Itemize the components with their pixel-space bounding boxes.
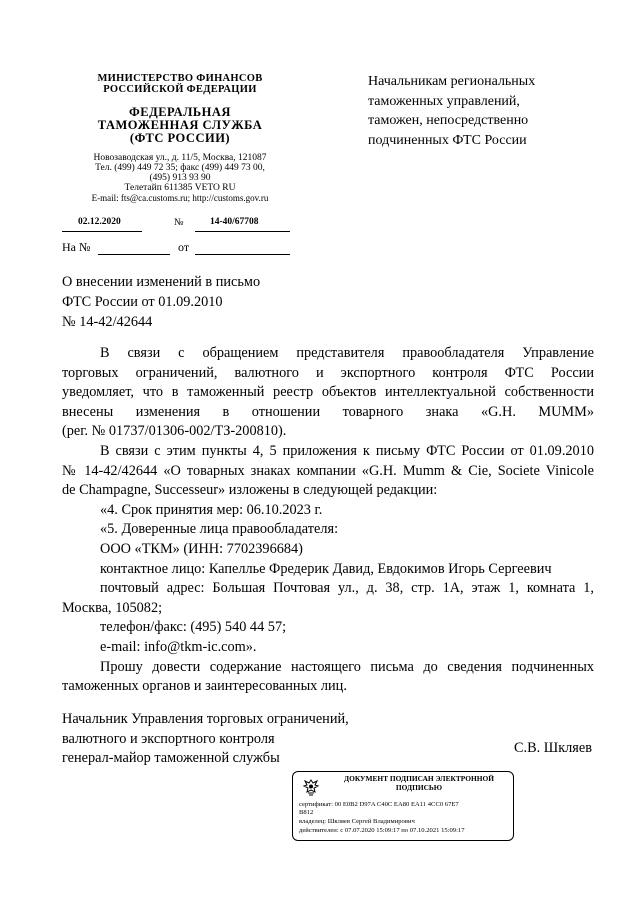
body-line: ООО «ТКМ» (ИНН: 7702396684) — [100, 540, 303, 557]
signatory-line: генерал-майор таможенной службы — [62, 750, 280, 767]
reply-number-label: На № — [62, 240, 91, 254]
ministry-name — [60, 73, 300, 95]
body-line: (рег. № 01737/01306-002/ТЗ-200810). — [62, 423, 287, 440]
signatory-line: валютного и экспортного контроля — [62, 730, 275, 747]
body-line: В связи с этим пункты 4, 5 приложения к письму ФТС России от 01.09.2010 — [100, 442, 594, 459]
stamp-title — [329, 775, 509, 792]
service-line: ФЕДЕРАЛЬНАЯ — [129, 105, 231, 119]
body-line: внесены изменения в отношении товарного знака «G.H. MUMM» — [62, 403, 594, 420]
addressee-line: таможен, непосредственно — [368, 113, 529, 128]
signatory-title — [62, 710, 382, 769]
address-line: Новозаводская ул., д. 11/5, Москва, 121087 — [93, 153, 267, 163]
body-line: № 14-42/42644 «О товарных знаках компании «G.H. Mumm & Cie, Societe Vinicole — [62, 462, 594, 479]
body-line: телефон/факс: (495) 540 44 57; — [100, 619, 287, 636]
reply-number-underline — [98, 254, 170, 255]
ministry-line: РОССИЙСКОЙ ФЕДЕРАЦИИ — [103, 84, 257, 95]
body-line: Прошу довести содержание настоящего письма до сведения подчиненных — [100, 658, 594, 675]
reply-date-label: от — [178, 240, 190, 254]
body-line: de Champagne, Successeur» изложены в следующей редакции: — [62, 482, 438, 499]
address-line: (495) 913 93 90 — [149, 173, 211, 183]
service-name — [60, 106, 300, 145]
body-line: почтовый адрес: Большая Почтовая ул., д. 38, стр. 1А, этаж 1, комната 1, — [100, 580, 594, 597]
address-line: Телетайп 611385 VETO RU — [124, 183, 236, 193]
address-line: E-mail: fts@ca.customs.ru; http://customs.gov.ru — [91, 193, 269, 203]
stamp-certificate: сертификат: 00 E0B2 D97A C40C EA80 EA11 4CC0 67E7 — [299, 801, 459, 808]
stamp-title-line: ПОДПИСЬЮ — [395, 782, 443, 792]
reply-date-underline — [195, 254, 290, 255]
stamp-owner: владелец: Шкляев Сергей Владимирович — [299, 818, 415, 825]
body-line: В связи с обращением представителя правообладателя Управление — [100, 345, 594, 361]
body-line: «5. Доверенные лица правообладателя: — [100, 521, 339, 538]
addressee-block — [368, 72, 588, 150]
body-line: контактное лицо: Капеллье Фредерик Давид, Евдокимов Игорь Сергеевич — [100, 560, 552, 577]
stamp-validity: действителен: с 07.07.2020 15:09:17 по 07.10.2021 15:09:17 — [299, 827, 465, 834]
addressee-line: таможенных управлений, — [368, 93, 520, 109]
letter-subject — [62, 273, 322, 332]
body-line: торговых ограничений, валютного и экспортного контроля ФТС России — [62, 364, 594, 381]
ministry-line: МИНИСТЕРСТВО ФИНАНСОВ — [97, 73, 263, 84]
letter-date: 02.12.2020 — [78, 217, 121, 227]
service-line: ТАМОЖЕННАЯ СЛУЖБА — [97, 118, 263, 132]
sender-address — [55, 153, 305, 203]
body-line: «4. Срок принятия мер: 06.10.2023 г. — [100, 501, 323, 518]
signatory-name: С.В. Шкляев — [514, 740, 592, 756]
eagle-emblem-icon — [301, 777, 321, 797]
signatory-line: Начальник Управления торговых ограничений, — [62, 711, 349, 727]
subject-line: ФТС России от 01.09.2010 — [62, 293, 223, 310]
body-line: таможенных органов и заинтересованных лиц. — [62, 678, 347, 695]
number-symbol: № — [174, 217, 184, 228]
number-underline — [195, 231, 290, 232]
body-line: e-mail: info@tkm-ic.com». — [100, 638, 257, 655]
body-line: уведомляет, что в таможенный реестр объектов интеллектуальной собственности — [62, 384, 594, 401]
letter-body — [62, 344, 594, 697]
electronic-signature-stamp — [292, 771, 514, 841]
body-line: Москва, 105082; — [62, 599, 163, 616]
addressee-line: Начальникам региональных — [368, 74, 536, 89]
service-line: (ФТС РОССИИ) — [129, 131, 231, 145]
letter-number: 14-40/67708 — [210, 217, 259, 227]
date-underline — [62, 231, 142, 232]
subject-line: № 14-42/42644 — [62, 313, 153, 330]
address-line: Тел. (499) 449 72 35; факс (499) 449 73 00, — [95, 163, 265, 173]
subject-line: О внесении изменений в письмо — [62, 274, 261, 290]
stamp-certificate-cont: B812 — [299, 809, 314, 816]
addressee-line: подчиненных ФТС России — [368, 132, 527, 148]
stamp-title-line: ДОКУМЕНТ ПОДПИСАН ЭЛЕКТРОННОЙ — [344, 774, 494, 783]
